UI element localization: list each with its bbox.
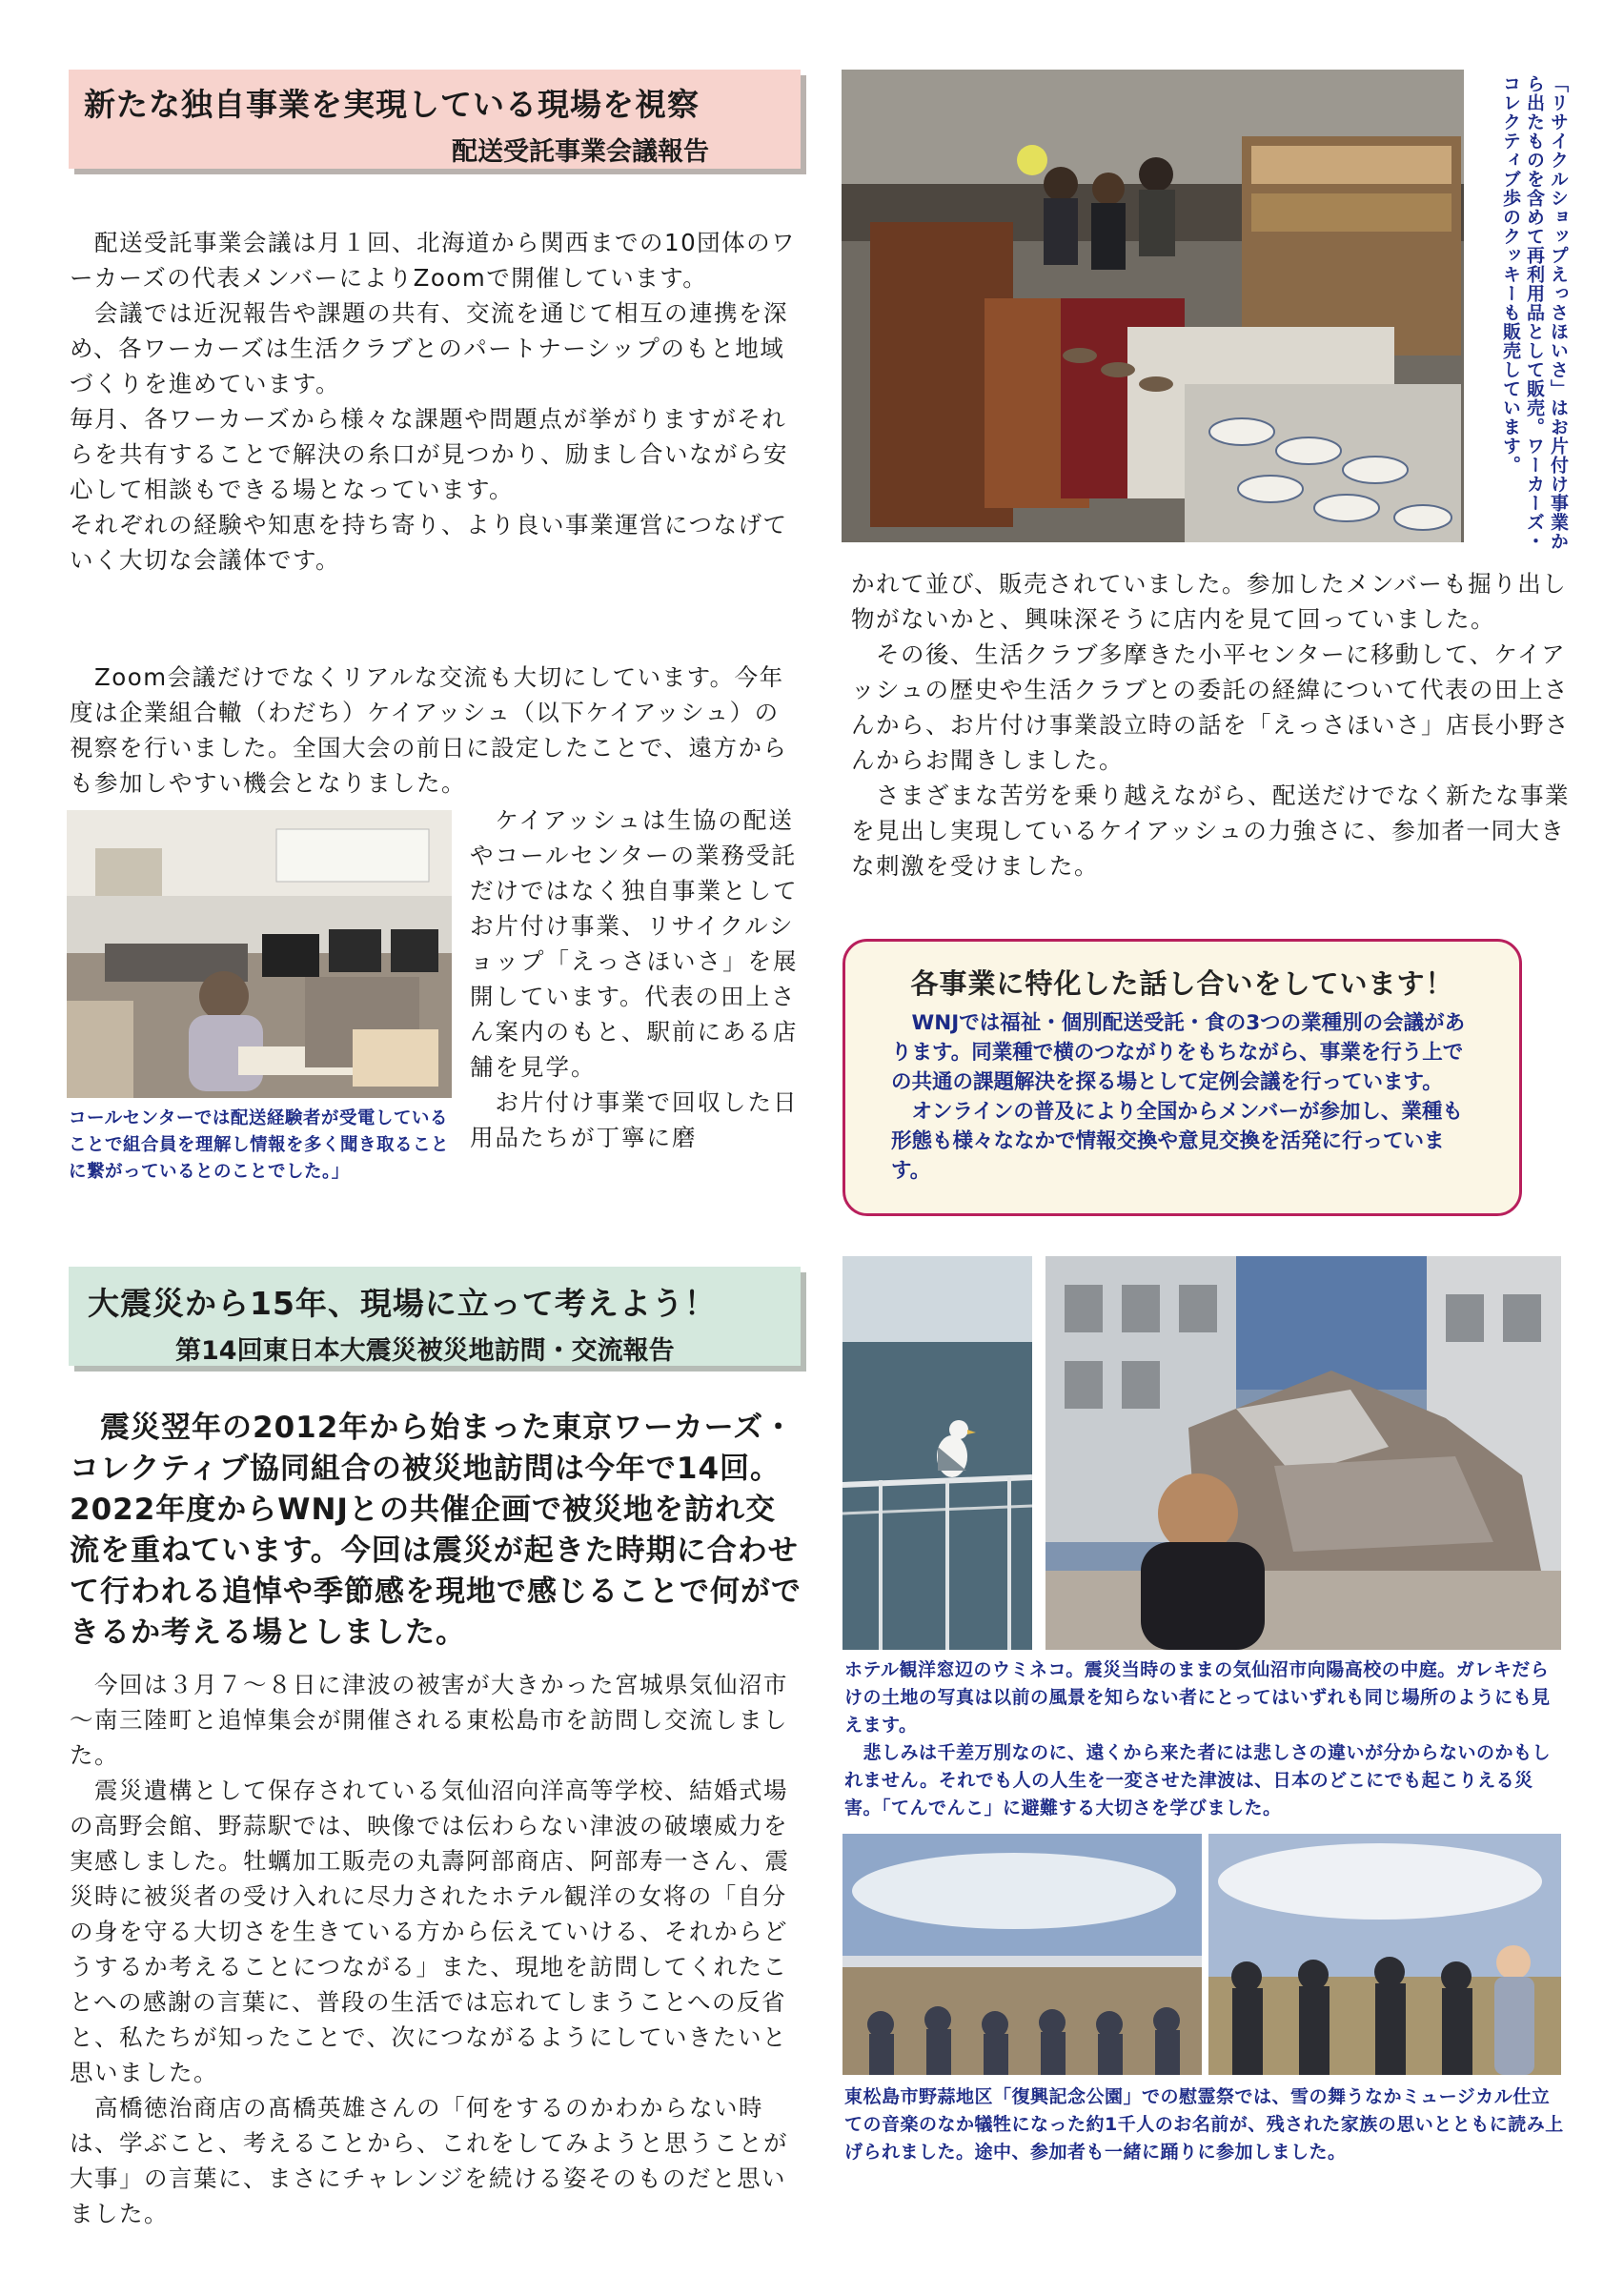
section2-paragraph: 震災遺構として保存されている気仙沼向洋高等学校、結婚式場の高野会館、野蒜駅では、映像では伝わらない津波の破壊威力を実感しました。牡蠣加工販売の丸壽阿部商店、阿部寿一さん、震災時に被災者の受け入れに尽力されたホテル観洋の女将の「自分の身を守る大切さを生きている方から伝えていける、それからどうするか考えることにつながる」また、現地を訪問してくれたことへの感謝の言葉に、普段の生活では忘れてしまうことへの反省と、私たちが知ったことで、次につながるようにしていきたいと思いました。 (70, 1777, 790, 2086)
shop-caption: 「リサイクルショップえっさほいさ」はお片付け事業から出たものを含めて再利用品として販売。ワーカーズ・コレクティブ歩のクッキーも販売しています。 (1500, 74, 1569, 551)
section1-intro (70, 225, 803, 578)
callout-paragraph: オンラインの普及により全国からメンバーが参加し、業種も形態も様々ななかで情報交換や意見交換を活発に行っています。 (891, 1100, 1463, 1183)
memorial-photo-left-illustration (842, 1834, 1202, 2075)
section1-right-column (851, 566, 1572, 884)
shop-photo (842, 70, 1464, 542)
callout-title: 各事業に特化した話し合いをしています！ (910, 967, 1454, 1000)
seagull-photo (842, 1256, 1032, 1650)
call-center-caption: コールセンターでは配送経験者が受電していることで組合員を理解し情報を多く聞き取ることに繋がっているとのことでした。」 (69, 1108, 450, 1182)
memorial-photo-right-illustration (1208, 1834, 1561, 2075)
intro-paragraph: 会議では近況報告や課題の共有、交流を通じて相互の連携を深め、各ワーカーズは生活クラブとのパートナーシップのもと地域づくりを進めています。 (70, 299, 788, 397)
section2-paragraph: 今回は３月７～８日に津波の被害が大きかった宮城県気仙沼市～南三陸町と追悼集会が開催される東松島市を訪問し交流しました。 (70, 1671, 788, 1769)
section1-paragraph-2: Zoom会議だけでなくリアルな交流も大切にしています。今年度は企業組合轍（わだち）ケイアッシュ（以下ケイアッシュ）の視察を行いました。全国大会の前日に設定したことで、遠方からも参加しやすい機会となりました。 (70, 663, 788, 797)
section2-lead: 震災翌年の2012年から始まった東京ワーカーズ・コレクティブ協同組合の被災地訪問は今年で14回。2022年度からWNJとの共催企画で被災地を訪れ交流を重ねています。今回は震災が起きた時期に合わせて行われる追悼や季節感を現地で感じることで何ができるか考える場としました。 (70, 1411, 802, 1650)
right-paragraph: さまざまな苦労を乗り越えながら、配送だけでなく新たな事業を見出し実現しているケイアッシュの力強さに、参加者一同大きな刺激を受けました。 (851, 782, 1570, 880)
gull-caption (844, 1656, 1565, 1822)
right-paragraph: その後、生活クラブ多摩きた小平センターに移動して、ケイアッシュの歴史や生活クラブとの委託の経緯について代表の田上さんから、お片付け事業設立時の話を「えっさほいさ」店長小野さんからお聞きしました。 (851, 640, 1570, 774)
callout-paragraph: WNJでは福祉・個別配送受託・食の3つの業種別の会議があります。同業種で横のつながりをもちながら、事業を行う上での共通の課題解決を探る場として定例会議を行っています。 (891, 1011, 1466, 1094)
debris-photo (1045, 1256, 1561, 1650)
gull-caption-line: 悲しみは千差万別なのに、遠くから来た者には悲しさの違いが分からないのかもしれません。それでも人の人生を一変させた津波は、日本のどこにでも起こりえる災害。「てんでんこ」に避難する大切さを学びました。 (844, 1742, 1552, 1819)
section2-title: 大震災から15年、現場に立って考えよう！ (88, 1285, 717, 1322)
callout-box (842, 939, 1522, 1216)
intro-paragraph: 毎月、各ワーカーズから様々な課題や問題点が挙がりますがそれらを共有することで解決の糸口が見つかり、励まし合いながら安心して相談もできる場となっています。 (70, 405, 788, 503)
section2-paragraph: 高橋徳治商店の髙橋英雄さんの「何をするのかわからない時は、学ぶこと、考えることから、これをしてみようと思うことが大事」の言葉に、まさにチャレンジを続ける姿そのものだと思いました。 (70, 2094, 788, 2227)
right-paragraph: かれて並び、販売されていました。参加したメンバーも掘り出し物がないかと、興味深そうに店内を見て回っていました。 (851, 570, 1568, 633)
memorial-caption: 東松島市野蒜地区「復興記念公園」での慰霊祭では、雪の舞うなかミュージカル仕立ての音楽のなか犠牲になった約1千人のお名前が、残された家族の思いとともに読み上げられました。途中、参加者も一緒に踊りに参加しました。 (844, 2086, 1564, 2163)
section1-title: 新たな独自事業を実現している現場を視察 (84, 86, 700, 123)
shop-photo-illustration (842, 70, 1464, 542)
section1-subtitle: 配送受託事業会議報告 (452, 137, 709, 167)
seagull-photo-illustration (842, 1256, 1032, 1650)
intro-paragraph: それぞれの経験や知恵を持ち寄り、より良い事業運営につなげていく大切な会議体です。 (70, 511, 788, 574)
section2-subtitle: 第14回東日本大震災被災地訪問・交流報告 (175, 1336, 675, 1366)
memorial-photo-right (1208, 1834, 1561, 2075)
callout-text (891, 1008, 1482, 1186)
gull-caption-line: ホテル観洋窓辺のウミネコ。震災当時のままの気仙沼市向陽高校の中庭。ガレキだらけの土地の写真は以前の風景を知らない者にとってはいずれも同じ場所のようにも見えます。 (844, 1659, 1551, 1736)
side-paragraph: ケイアッシュは生協の配送やコールセンターの業務受託だけではなく独自事業としてお片付け事業、リサイクルショップ「えっさほいさ」を展開しています。代表の田上さん案内のもと、駅前にある店舗を見学。 お片付け事業で回収した日用品たちが丁寧に磨 (470, 806, 799, 1151)
intro-paragraph: 配送受託事業会議は月１回、北海道から関西までの10団体のワーカーズの代表メンバーによりZoomで開催しています。 (70, 229, 797, 292)
memorial-photo-left (842, 1834, 1202, 2075)
debris-photo-illustration (1045, 1256, 1561, 1650)
call-center-photo-illustration (67, 810, 452, 1098)
call-center-photo (67, 810, 452, 1098)
section2-body (70, 1667, 803, 2231)
